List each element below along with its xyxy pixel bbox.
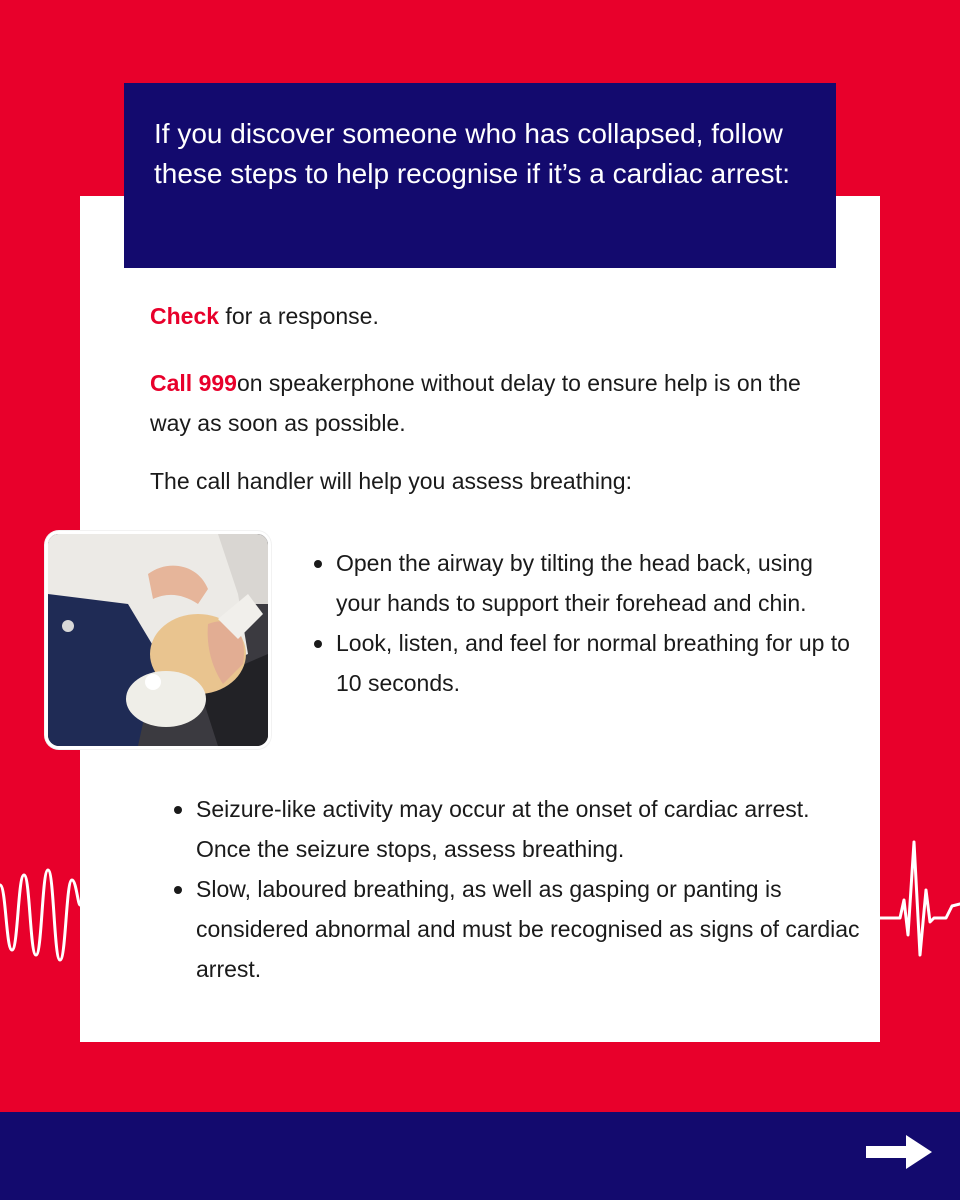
list-item: Seizure-like activity may occur at the onset of cardiac arrest. Once the seizure stops, assess breathing. <box>172 789 862 869</box>
step-call <box>150 363 810 443</box>
heartbeat-wave-icon <box>0 845 80 965</box>
call-text: on speakerphone without delay to ensure help is on the way as soon as possible. <box>150 370 801 436</box>
intro-banner <box>124 83 836 268</box>
footer-bar <box>0 1112 960 1200</box>
list-item: Slow, laboured breathing, as well as gasping or panting is considered abnormal and must be recognised as signs of cardiac arrest. <box>172 869 862 989</box>
step-check <box>150 296 379 336</box>
arrow-right-icon[interactable] <box>864 1133 934 1171</box>
list-item: Open the airway by tilting the head back, using your hands to support their forehead and chin. <box>312 543 857 623</box>
check-text: for a response. <box>219 303 379 329</box>
list-item: Look, listen, and feel for normal breathing for up to 10 seconds. <box>312 623 857 703</box>
cpr-manikin-photo <box>45 531 271 749</box>
call-highlight: Call 999 <box>150 370 237 396</box>
check-highlight: Check <box>150 303 220 329</box>
breathing-assessment-list <box>312 543 857 703</box>
intro-text: If you discover someone who has collapsed, follow these steps to help recognise if it’s a cardiac arrest: <box>154 118 791 189</box>
warning-signs-list <box>172 789 862 989</box>
heartbeat-line-icon <box>878 830 960 960</box>
step-handler: The call handler will help you assess breathing: <box>150 468 632 494</box>
